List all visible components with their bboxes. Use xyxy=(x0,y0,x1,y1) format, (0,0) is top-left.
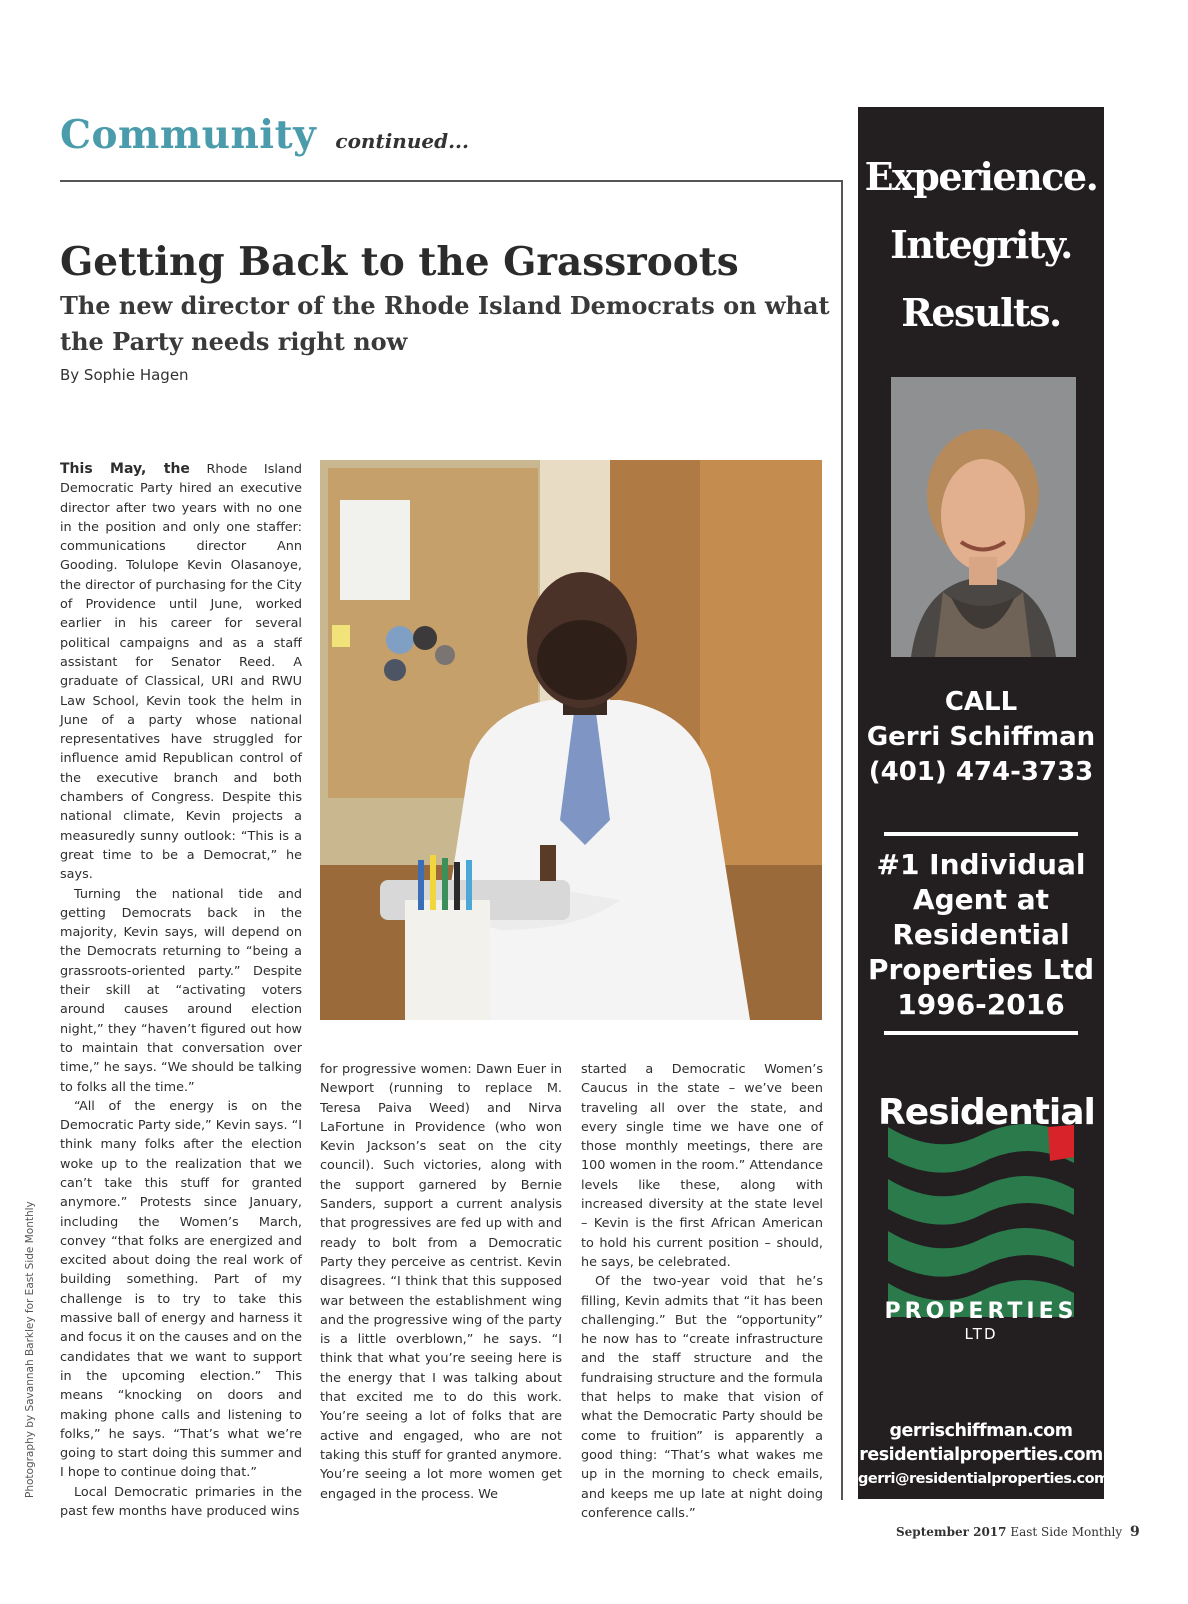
ad-award-line: Residential xyxy=(892,918,1070,951)
logo-residential-word: Residential xyxy=(878,1092,1095,1133)
ad-call-label: CALL xyxy=(944,687,1018,717)
section-header xyxy=(60,112,469,158)
page-footer xyxy=(896,1524,1140,1540)
ad-award xyxy=(858,847,1104,1022)
article-paragraph: for progressive women: Dawn Euer in Newport (running to replace M. Teresa Paiva Weed) and Nirva LaFortune in Providence (who won Kevin Jackson’s seat on the city council). Such victories, along with the support garnered by Bernie Sanders, support a current analysis that progressives are fed up with and ready to bolt from a Democratic Party they perceive as centrist. Kevin disagrees. “I think that this supposed war between the establishment wing and the progressive wing of the party is a little overblown,” he says. “I think that what you’re seeing here is the energy that I was talking about that excited me to do this work. You’re seeing a lot of folks that are active and engaged, who are not taking this stuff for granted anymore. You’re seeing a lot more women get engaged in the process. We xyxy=(320,1062,562,1502)
article-column-2 xyxy=(320,1060,562,1504)
header-rule xyxy=(60,180,843,182)
ad-phone[interactable]: (401) 474-3733 xyxy=(868,757,1094,787)
section-title: Community xyxy=(60,112,317,158)
residential-properties-logo xyxy=(878,1092,1095,1362)
ad-award-line: Agent at xyxy=(912,883,1050,916)
article-paragraph: Local Democratic primaries in the past few months have produced wins xyxy=(60,1484,302,1520)
page-number: 9 xyxy=(1129,1524,1140,1540)
logo-ltd-word: LTD xyxy=(964,1325,998,1343)
lead-in: This May, the xyxy=(60,461,190,477)
article-byline: By Sophie Hagen xyxy=(60,366,189,384)
ad-website-link[interactable]: residentialproperties.com xyxy=(859,1445,1103,1465)
ad-contacts xyxy=(858,1419,1109,1491)
footer-publication: East Side Monthly xyxy=(1010,1525,1123,1539)
article-paragraph: This May, the Rhode Island Democratic Party hired an executive director after two years with no one in the position and only one staffer: communications director Ann Gooding. Tolulope Kevin Olasanoye, the director of purchasing for the City of Providence until June, worked earlier in his career for several political campaigns and as a staff assistant for Senator Reed. A graduate of Classical, URI and RWU Law School, Kevin took the helm in June of a party whose national representatives have struggled for influence amid Republican control of the executive branch and both chambers of Congress. Despite this national climate, Kevin projects a measuredly sunny outlook: “This is a great time to be a Democrat,” he says. xyxy=(60,461,302,883)
article-column-1 xyxy=(60,460,302,1521)
section-continued: continued... xyxy=(335,129,469,153)
logo-properties-word: PROPERTIES xyxy=(884,1299,1078,1324)
ad-award-line: 1996-2016 xyxy=(897,988,1065,1021)
ad-email-link[interactable]: gerri@residentialproperties.com xyxy=(858,1471,1109,1487)
article-photo xyxy=(320,460,822,1020)
agent-portrait xyxy=(891,377,1076,657)
article-headline: Getting Back to the Grassroots xyxy=(60,239,739,285)
ad-agent-name: Gerri Schiffman xyxy=(866,722,1096,752)
ad-slogan-line: Integrity. xyxy=(890,222,1072,267)
footer-date: September 2017 xyxy=(896,1525,1007,1539)
ad-website-link[interactable]: gerrischiffman.com xyxy=(889,1421,1073,1441)
ad-divider xyxy=(884,832,1078,836)
ad-award-line: #1 Individual xyxy=(876,848,1086,881)
ad-call-block xyxy=(858,685,1104,790)
ad-slogan-line: Results. xyxy=(901,290,1061,335)
realtor-advertisement xyxy=(858,107,1109,1499)
ad-award-line: Properties Ltd xyxy=(867,953,1095,986)
article-paragraph: “All of the energy is on the Democratic Party side,” Kevin says. “I think many folks after the election woke up to the realization that we can’t take this stuff for granted anymore.” Protests since January, including the Women’s March, convey “that folks are energized and excited about doing the real work of building something. Part of my challenge is to try to take this massive ball of energy and harness it and focus it on the causes and on the candidates that we want to support in the upcoming election.” This means “knocking on doors and making phone calls and listening to folks,” he says. “That’s what we’re going to start doing this summer and I hope to continue doing that.” xyxy=(60,1098,302,1481)
article-paragraph: started a Democratic Women’s Caucus in the state – we’ve been traveling all over the state, and every single time we have one of those monthly meetings, there are 100 women in the room.” Attendance levels like these, along with increased diversity at the state level – Kevin is the first African American to hold his current position – should, he says, be celebrated. xyxy=(581,1062,823,1270)
column-divider xyxy=(841,180,843,1500)
article-paragraph: Of the two-year void that he’s filling, Kevin admits that “it has been challenging.” But the “opportunity” he now has to “create infrastructure and the staff structure and the fundraising structure and the formula that helps to make that vision of what the Democratic Party should be come to fruition” is apparently a good thing: “That’s what wakes me up in the morning to check emails, and keeps me up late at night doing conference calls.” xyxy=(581,1274,823,1521)
article-paragraph: Turning the national tide and getting Democrats back in the majority, Kevin says, will depend on the Democrats returning to “being a grassroots-oriented party.” Despite their skill at “activating voters around causes around election night,” they “haven’t figured out how to maintain that conversation over time,” he says. “We should be talking to folks all the time.” xyxy=(60,886,302,1095)
photo-credit: Photography by Savannah Barkley for East Side Monthly xyxy=(24,1201,36,1498)
article-column-3 xyxy=(581,1060,823,1523)
ad-slogan-line: Experience. xyxy=(864,154,1098,199)
ad-divider xyxy=(884,1031,1078,1035)
article-subhead: The new director of the Rhode Island Democrats on what the Party needs right now xyxy=(60,291,830,356)
